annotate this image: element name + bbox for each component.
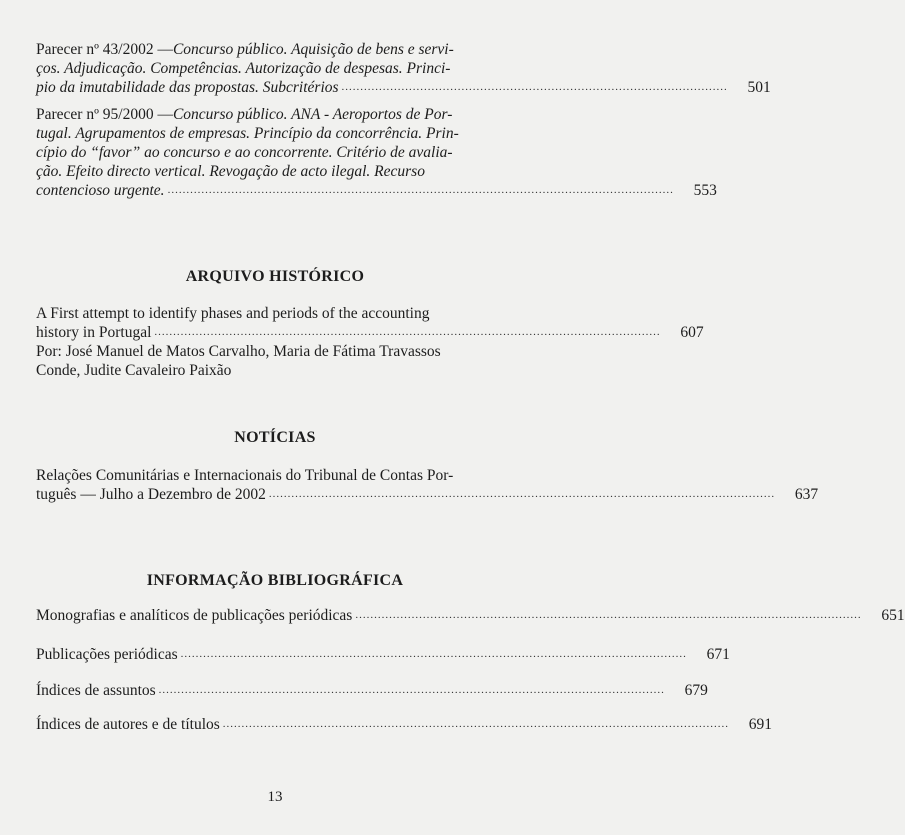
entry-prefix: Parecer nº 43/2002 — [36, 41, 173, 58]
toc-entry-monografias [36, 606, 905, 625]
toc-entry-line [36, 78, 771, 97]
toc-entry-line [36, 361, 522, 380]
entry-page-number: 607 [680, 324, 704, 341]
dot-leader: ....................................................................................................................................... [158, 684, 665, 696]
dot-leader: ....................................................................................................................................... [355, 609, 862, 621]
toc-entry-line [36, 485, 819, 504]
entry-title-text: A First attempt to identify phases and periods of the accounting [36, 305, 430, 322]
entry-page-number: 651 [881, 607, 905, 624]
toc-entry-line [36, 40, 522, 59]
entry-page-number: 553 [693, 182, 717, 199]
entry-title-text: Relações Comunitárias e Internacionais do Tribunal de Contas Por- [36, 467, 454, 484]
toc-entry-line [36, 143, 522, 162]
entry-prefix: Parecer nº 95/2000 — [36, 106, 173, 123]
dot-leader: ....................................................................................................................................... [167, 184, 674, 196]
entry-title-text: ços. Adjudicação. Competências. Autorização de despesas. Princi- [36, 60, 451, 77]
entry-title-text: Índices de autores e de títulos [36, 716, 220, 733]
entry-title-text: pio da imutabilidade das propostas. Subcritérios [36, 79, 339, 96]
entry-authors: Conde, Judite Cavaleiro Paixão [36, 362, 232, 379]
toc-entry-line [36, 162, 522, 181]
entry-page-number: 501 [747, 79, 771, 96]
entry-page-number: 691 [748, 716, 773, 733]
toc-entry-line [36, 181, 717, 200]
entry-title-text: ção. Efeito directo vertical. Revogação de acto ilegal. Recurso [36, 163, 425, 180]
dot-leader: ....................................................................................................... [341, 81, 728, 93]
entry-title-text: contencioso urgente. [36, 182, 165, 199]
toc-entry-line [36, 304, 522, 323]
entry-page-number: 637 [794, 486, 819, 503]
toc-entry-line [36, 59, 522, 78]
toc-entry-line [36, 606, 905, 625]
toc-entry-relacoes-comunitarias [36, 466, 819, 504]
dot-leader: ....................................................................................................................................... [154, 326, 661, 338]
section-title-informacao-bibliografica: INFORMAÇÃO BIBLIOGRÁFICA [146, 572, 404, 589]
entry-title-text: Publicações periódicas [36, 646, 178, 663]
entry-title-text: Índices de assuntos [36, 682, 156, 699]
toc-entry-line [36, 681, 708, 700]
dot-leader: ....................................................................................................................................... [180, 648, 687, 660]
dot-leader: ....................................................................................................................................... [268, 488, 776, 500]
entry-page-number: 671 [706, 646, 730, 663]
entry-title-text: tuguês — Julho a Dezembro de 2002 [36, 486, 266, 503]
entry-title-text: cípio do “favor” ao concurso e ao concorrente. Critério de avalia- [36, 144, 453, 161]
toc-entry-indices-assuntos [36, 681, 708, 700]
toc-entry-line [36, 466, 522, 485]
toc-entry-line [36, 323, 704, 342]
toc-entry-line [36, 715, 773, 734]
section-title-noticias: NOTÍCIAS [234, 429, 316, 446]
toc-entry-line [36, 342, 522, 361]
toc-entry-line [36, 124, 522, 143]
toc-entry-line [36, 645, 730, 664]
toc-entry-accounting-history [36, 304, 704, 380]
entry-title-text: Monografias e analíticos de publicações periódicas [36, 607, 353, 624]
entry-authors: Por: José Manuel de Matos Carvalho, Maria de Fátima Travassos [36, 343, 441, 360]
entry-title-text: Concurso público. ANA - Aeroportos de Por- [172, 106, 453, 123]
entry-title-text: history in Portugal [36, 324, 152, 341]
toc-entry-parecer-43-2002 [36, 40, 771, 97]
dot-leader: ....................................................................................................................................... [222, 718, 730, 730]
page-number: 13 [267, 789, 283, 805]
entry-title-text: Concurso público. Aquisição de bens e servi- [172, 41, 454, 58]
entry-title-text: tugal. Agrupamentos de empresas. Princípio da concorrência. Prin- [36, 125, 459, 142]
section-title-arquivo-historico: ARQUIVO HISTÓRICO [185, 268, 365, 285]
toc-entry-line [36, 105, 522, 124]
entry-page-number: 679 [684, 682, 708, 699]
toc-entry-publicacoes-periodicas [36, 645, 730, 664]
toc-entry-parecer-95-2000 [36, 105, 717, 200]
toc-entry-indices-autores [36, 715, 773, 734]
